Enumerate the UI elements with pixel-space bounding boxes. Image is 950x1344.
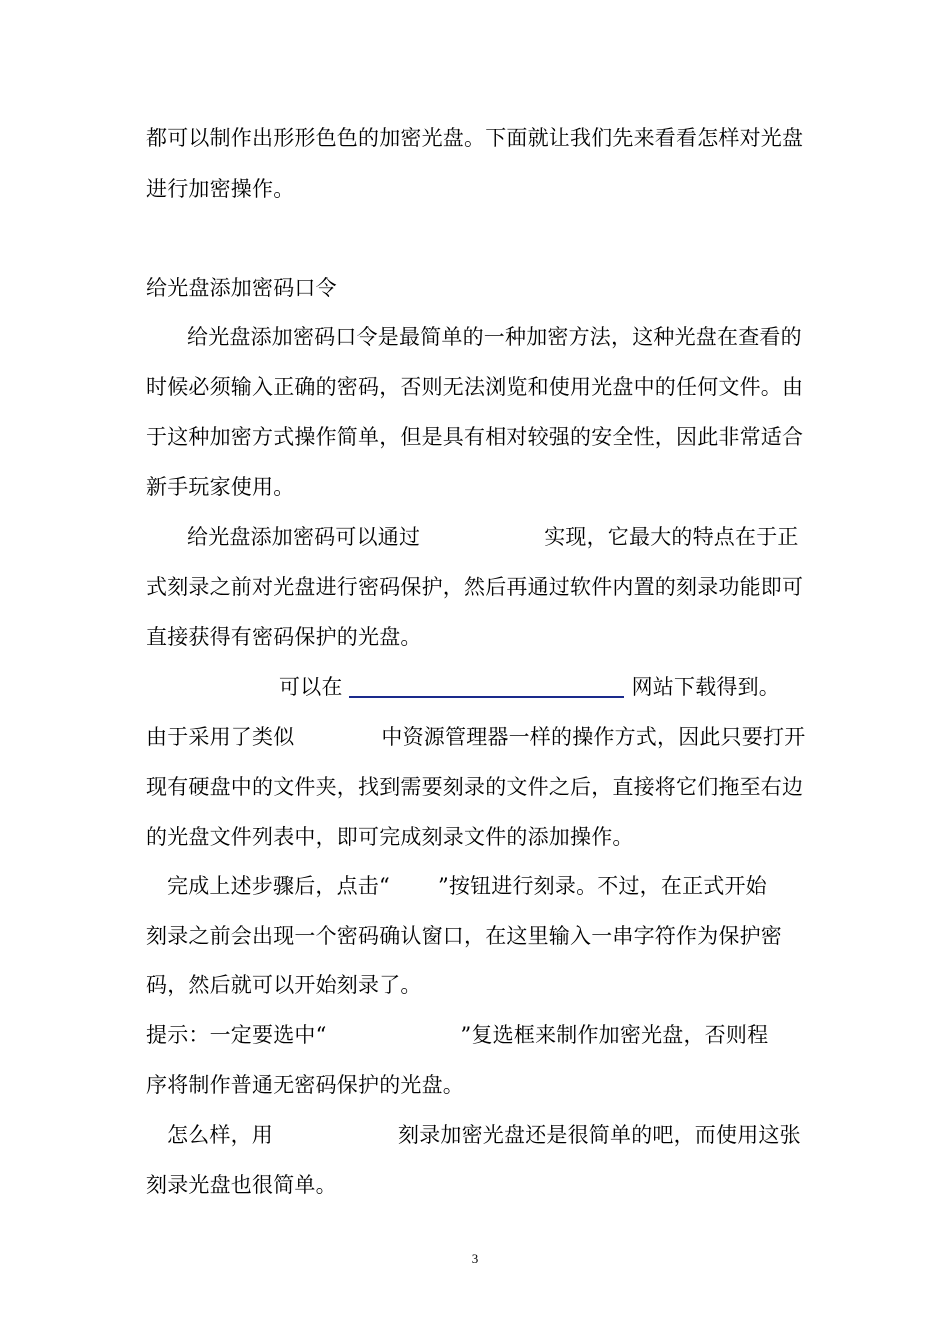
text-segment: 由于采用了类似 [146,725,295,749]
text-segment: 提示：一定要选中“ [146,1023,327,1047]
paragraph-line: 时候必须输入正确的密码，否则无法浏览和使用光盘中的任何文件。由 [146,375,804,399]
paragraph-line: 的光盘文件列表中，即可完成刻录文件的添加操作。 [146,825,634,849]
text-segment: ”复选框来制作加密光盘，否则程 [460,1023,769,1047]
paragraph-line: 码，然后就可以开始刻录了。 [146,973,422,997]
tip-line [146,1022,768,1048]
paragraph-line: 式刻录之前对光盘进行密码保护，然后再通过软件内置的刻录功能即可 [146,575,804,599]
paragraph-line: 现有硬盘中的文件夹，找到需要刻录的文件之后，直接将它们拖至右边 [146,775,804,799]
paragraph-line: 刻录之前会出现一个密码确认窗口，在这里输入一串字符作为保护密 [146,924,782,948]
paragraph-line [146,724,805,750]
text-segment: 中资源管理器一样的操作方式，因此只要打开 [381,725,806,749]
text-segment: 可以在 [279,675,343,699]
paragraph-line [167,1122,801,1148]
download-link-underline[interactable] [349,674,624,698]
text-segment: 怎么样，用 [167,1123,273,1147]
paragraph-line: 直接获得有密码保护的光盘。 [146,625,422,649]
paragraph-line: 于这种加密方式操作简单，但是具有相对较强的安全性，因此非常适合 [146,425,804,449]
page-number: 3 [471,1251,479,1266]
text-segment: 网站下载得到。 [631,675,781,699]
text-segment: 给光盘添加密码可以通过 [187,525,421,549]
paragraph-line [187,524,799,550]
text-segment: 实现，它最大的特点在于正 [544,525,799,549]
text-segment: ”按钮进行刻录。不过，在正式开始 [437,874,767,898]
text-segment: 刻录加密光盘还是很简单的吧，而使用这张 [398,1123,801,1147]
paragraph-line: 给光盘添加密码口令是最简单的一种加密方法，这种光盘在查看的 [187,325,802,349]
section-heading: 给光盘添加密码口令 [146,276,337,300]
paragraph-line [167,873,767,899]
paragraph-line: 序将制作普通无密码保护的光盘。 [146,1073,464,1097]
paragraph-line [279,674,780,700]
text-segment: 完成上述步骤后，点击“ [167,874,390,898]
paragraph-line: 进行加密操作。 [146,177,295,201]
paragraph-line: 都可以制作出形形色色的加密光盘。下面就让我们先来看看怎样对光盘 [146,126,804,150]
paragraph-line: 新手玩家使用。 [146,475,295,499]
paragraph-line: 刻录光盘也很简单。 [146,1173,337,1197]
